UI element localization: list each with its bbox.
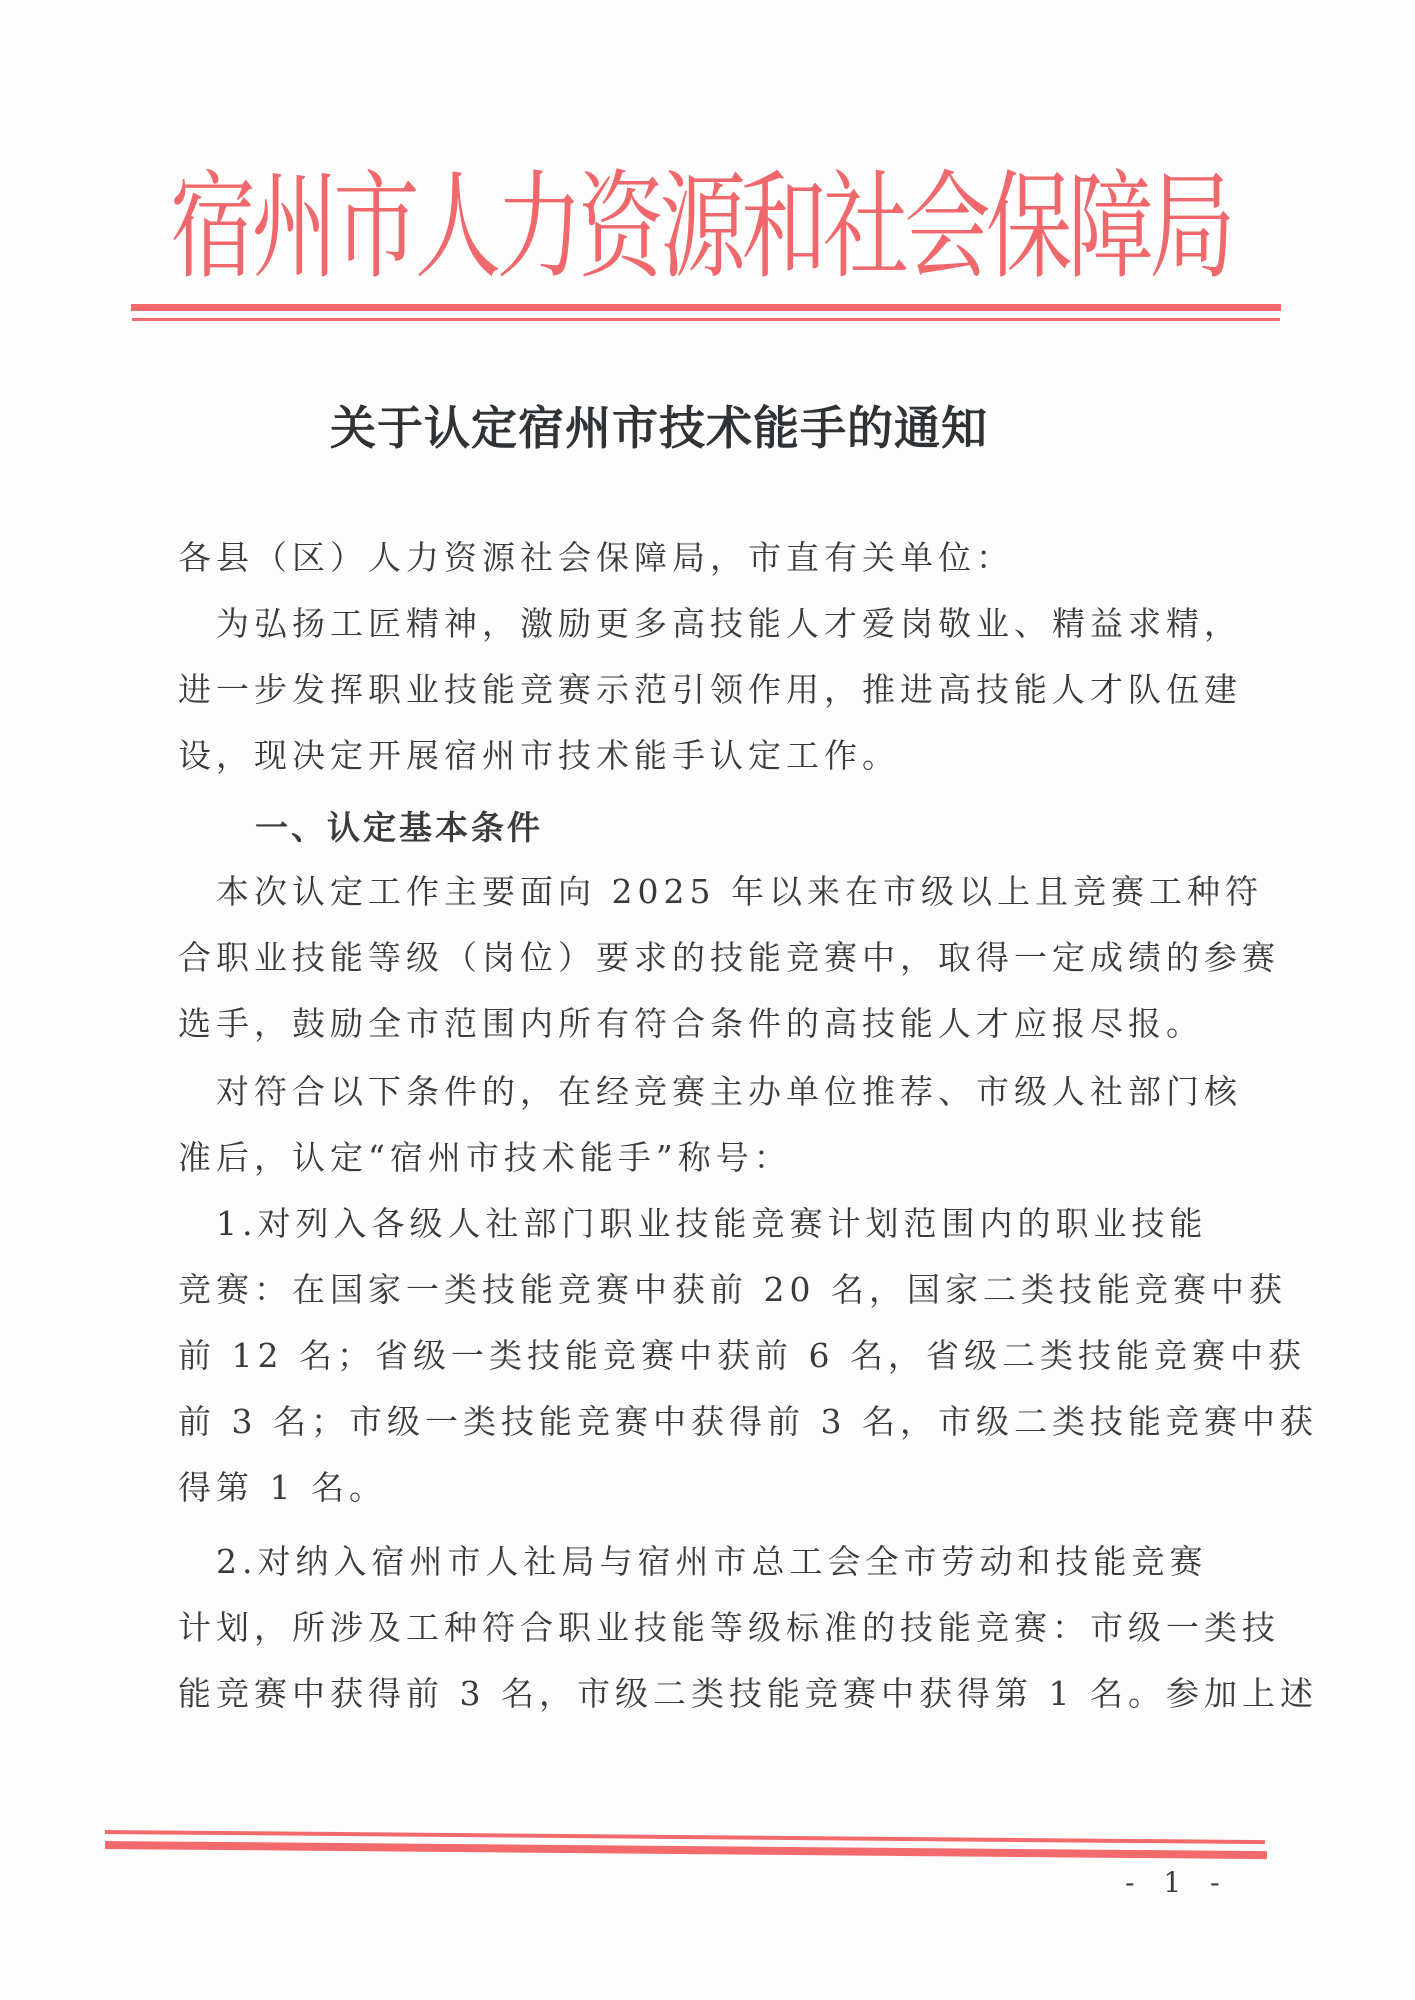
item-2-line-2: 计划，所涉及工种符合职业技能等级标准的技能竞赛：市级一类技	[178, 1608, 1280, 1647]
section-1-para1-line-1: 本次认定工作主要面向 2025 年以来在市级以上且竞赛工种符	[178, 872, 1263, 911]
item-1-line-3: 前 12 名；省级一类技能竞赛中获前 6 名，省级二类技能竞赛中获	[178, 1336, 1306, 1375]
document-title: 关于认定宿州市技术能手的通知	[330, 401, 988, 455]
header-rule-thin	[132, 318, 1280, 321]
header-rule-thick	[131, 304, 1281, 311]
section-1-para1-line-2: 合职业技能等级（岗位）要求的技能竞赛中，取得一定成绩的参赛	[178, 938, 1280, 977]
organization-header: 宿州市人力资源和社会保障局	[170, 160, 1231, 296]
item-2-line-1: 2.对纳入宿州市人社局与宿州市总工会全市劳动和技能竞赛	[178, 1542, 1208, 1581]
recipients-line: 各县（区）人力资源社会保障局，市直有关单位：	[178, 538, 1014, 577]
item-1-line-1: 1.对列入各级人社部门职业技能竞赛计划范围内的职业技能	[178, 1204, 1208, 1243]
item-1-line-5: 得第 1 名。	[178, 1468, 387, 1507]
section-1-para2-line-1: 对符合以下条件的，在经竞赛主办单位推荐、市级人社部门核	[178, 1072, 1242, 1111]
intro-line-2: 进一步发挥职业技能竞赛示范引领作用，推进高技能人才队伍建	[178, 670, 1242, 709]
item-1-line-2: 竞赛：在国家一类技能竞赛中获前 20 名，国家二类技能竞赛中获	[178, 1270, 1287, 1309]
footer-rule-thick	[105, 1841, 1267, 1859]
section-1-para1-line-3: 选手，鼓励全市范围内所有符合条件的高技能人才应报尽报。	[178, 1004, 1204, 1043]
item-1-line-4: 前 3 名；市级一类技能竞赛中获得前 3 名，市级二类技能竞赛中获	[178, 1402, 1318, 1441]
item-2-line-3: 能竞赛中获得前 3 名，市级二类技能竞赛中获得第 1 名。参加上述	[178, 1674, 1318, 1713]
page-number: - 1 -	[1125, 1866, 1230, 1899]
intro-line-3: 设，现决定开展宿州市技术能手认定工作。	[178, 736, 900, 775]
section-1-heading: 一、认定基本条件	[255, 808, 543, 847]
section-1-para2-line-2: 准后，认定“宿州市技术能手”称号：	[178, 1138, 792, 1177]
intro-line-1: 为弘扬工匠精神，激励更多高技能人才爱岗敬业、精益求精，	[178, 604, 1242, 643]
